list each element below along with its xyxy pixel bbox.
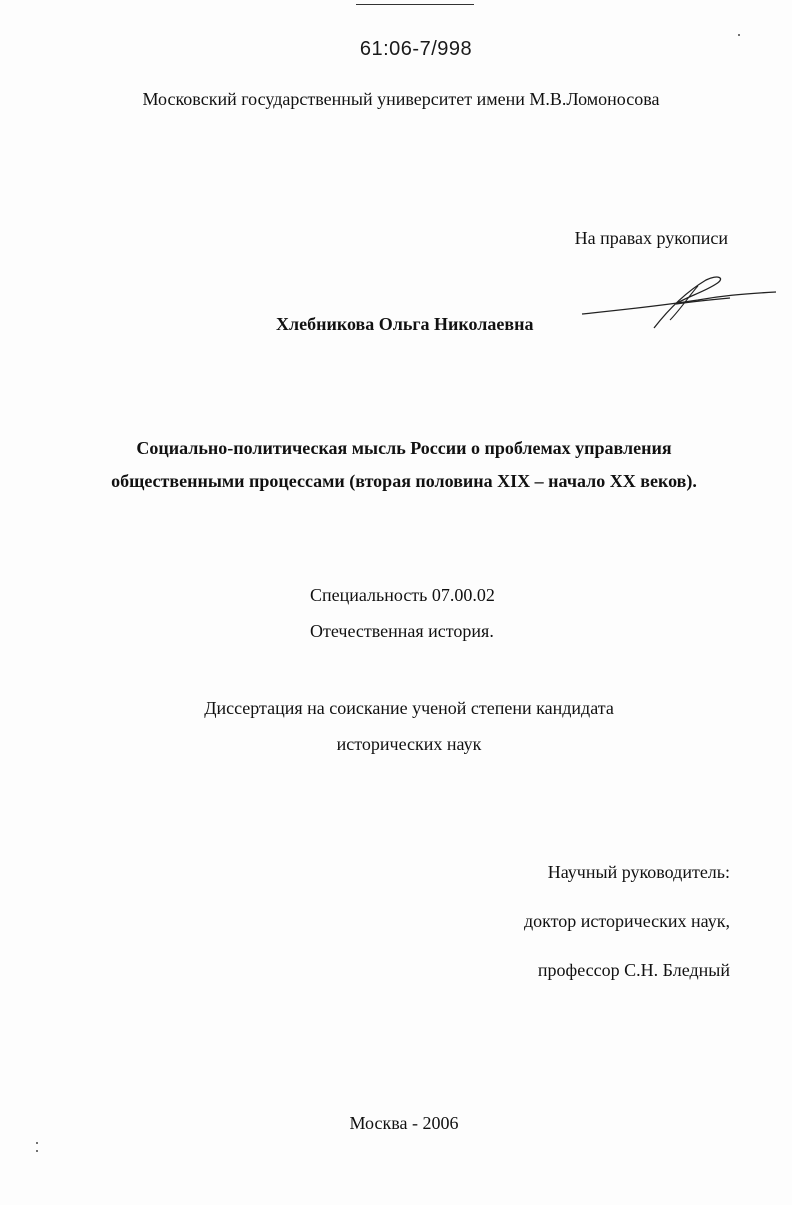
supervisor-label: Научный руководитель: [547,862,730,882]
degree-statement-line-1: Диссертация на соискание ученой степени кандидата [204,698,614,718]
dissertation-title-line-1: Социально-политическая мысль России о проблемах управления [136,438,672,458]
supervisor-degree: доктор исторических наук, [524,911,730,931]
signature-icon [580,270,780,334]
specialty-code: Специальность 07.00.02 [310,585,495,605]
dissertation-title-line-2: общественными процессами (вторая половина XIX – начало XX веков). [111,471,697,491]
degree-statement-line-2: исторических наук [336,734,482,754]
specialty-name: Отечественная история. [310,621,494,641]
university-name: Московский государственный университет имени М.В.Ломоносова [142,89,660,109]
city-year: Москва - 2006 [349,1113,459,1133]
top-rule [356,4,474,5]
document-code: 61:06-7/998 [359,38,473,60]
author-name: Хлебникова Ольга Николаевна [276,314,534,334]
scan-speck [738,34,740,36]
supervisor-name: профессор С.Н. Бледный [537,960,730,980]
scan-speck [36,1142,38,1144]
rights-note: На правах рукописи [574,228,728,248]
scan-speck [36,1150,38,1152]
